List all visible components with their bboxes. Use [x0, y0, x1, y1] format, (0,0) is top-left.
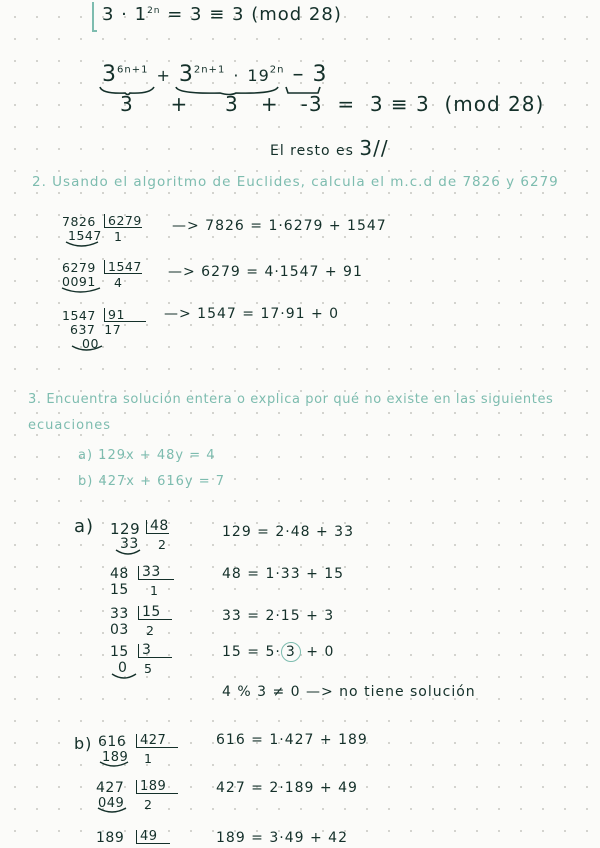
divisor: 91 — [104, 308, 146, 322]
b-arc-2 — [98, 808, 132, 818]
dividend: 15 — [110, 644, 129, 660]
divisor: 48 — [146, 520, 169, 534]
q2-equation-1: —> 7826 = 1·6279 + 1547 — [172, 218, 387, 234]
dividend: 189 — [96, 830, 125, 846]
quotient: 1 — [114, 229, 122, 244]
divisor: 15 — [138, 606, 172, 620]
quotient: 4 — [114, 275, 122, 290]
quotient: 1 — [150, 583, 158, 598]
congruence-exp: 2n — [147, 6, 161, 16]
power-c-exp: 2n — [269, 64, 285, 76]
dividend: 6279 — [62, 260, 96, 275]
dividend: 33 — [110, 606, 129, 622]
quotient: 2 — [144, 797, 152, 812]
remainder: 33 — [120, 536, 139, 552]
a-eq4-post: + 0 — [306, 644, 335, 660]
q3-heading-line1: 3. Encuentra solución entera o explica por qué no existe en las siguientes — [28, 392, 554, 407]
a-equation-2: 48 = 1·33 + 15 — [222, 566, 345, 582]
a-equation-4 — [222, 642, 334, 662]
q2-heading: 2. Usando el algoritmo de Euclides, calcula el m.c.d de 7826 y 6279 — [32, 174, 559, 190]
dividend: 48 — [110, 566, 129, 582]
divisor: 49 — [136, 830, 170, 844]
a-equation-3: 33 = 2·15 + 3 — [222, 608, 335, 624]
power-a: 3 — [102, 62, 117, 87]
quotient: 2 — [158, 537, 166, 552]
top-bracket — [92, 2, 97, 32]
quotient: 5 — [144, 661, 152, 676]
a-eq4-pre: 15 = 5· — [222, 644, 281, 660]
part-b-label: b) — [74, 734, 93, 753]
congruence-rest: = 3 ≡ 3 (mod 28) — [167, 4, 342, 25]
q3-heading-line2: ecuaciones — [28, 418, 112, 433]
braces-result: 3 + 3 + -3 = 3 ≡ 3 (mod 28) — [120, 92, 545, 116]
power-minus: – 3 — [292, 62, 328, 87]
remainder: 049 — [98, 796, 125, 811]
resto-line — [270, 136, 389, 160]
power-a-exp: 6n+1 — [117, 64, 149, 76]
divisor: 1547 — [104, 260, 142, 274]
quotient: 1 — [144, 751, 152, 766]
congruence-line — [102, 4, 342, 25]
divisor: 6279 — [104, 214, 142, 228]
dividend: 616 — [98, 734, 127, 750]
q3-item-a: a) 129x + 48y = 4 — [78, 448, 216, 463]
divisor: 3 — [138, 644, 172, 658]
remainder: 1547 — [68, 228, 102, 243]
remainder: 0091 — [62, 274, 96, 289]
dividend: 7826 — [62, 214, 96, 229]
b-equation-2: 427 = 2·189 + 49 — [216, 780, 358, 796]
divisor: 189 — [136, 780, 178, 794]
b-equation-1: 616 = 1·427 + 189 — [216, 732, 368, 748]
power-c: 19 — [247, 66, 270, 85]
remainder-arc-3 — [72, 346, 112, 356]
divisor: 33 — [138, 566, 174, 580]
congruence-base: 3 · 1 — [102, 4, 148, 25]
dividend: 1547 — [62, 308, 96, 323]
conclusion: 4 % 3 ≠ 0 —> no tiene solución — [222, 684, 476, 700]
a-arc-1 — [116, 550, 146, 560]
resto-value: 3// — [359, 136, 389, 160]
remainder: 189 — [102, 750, 129, 765]
remainder: 15 — [110, 582, 129, 598]
remainder: 0 — [118, 660, 128, 676]
remainder: 637 17 — [70, 322, 122, 337]
remainder-final: 00 — [82, 336, 99, 351]
power-b-exp: 2n+1 — [193, 64, 226, 76]
dividend: 427 — [96, 780, 125, 796]
part-a-label: a) — [74, 516, 95, 537]
dividend: 129 — [110, 520, 141, 538]
divisor: 427 — [136, 734, 178, 748]
circled-three: 3 — [281, 642, 301, 662]
resto-label: El resto es — [270, 143, 354, 159]
q2-equation-3: —> 1547 = 17·91 + 0 — [164, 306, 340, 322]
b-arc-1 — [100, 762, 134, 772]
remainder-arc-1 — [66, 242, 106, 252]
power-dot: · — [233, 66, 240, 85]
quotient: 2 — [146, 623, 154, 638]
a-equation-1: 129 = 2·48 + 33 — [222, 524, 354, 540]
a-arc-4 — [112, 674, 142, 684]
power-plus: + — [156, 66, 171, 85]
q3-item-b: b) 427x + 616y = 7 — [78, 474, 226, 489]
power-b: 3 — [178, 62, 194, 87]
remainder-arc-2 — [62, 288, 102, 298]
q2-equation-2: —> 6279 = 4·1547 + 91 — [168, 264, 363, 280]
remainder: 03 — [110, 622, 129, 638]
b-equation-3: 189 = 3·49 + 42 — [216, 830, 348, 846]
